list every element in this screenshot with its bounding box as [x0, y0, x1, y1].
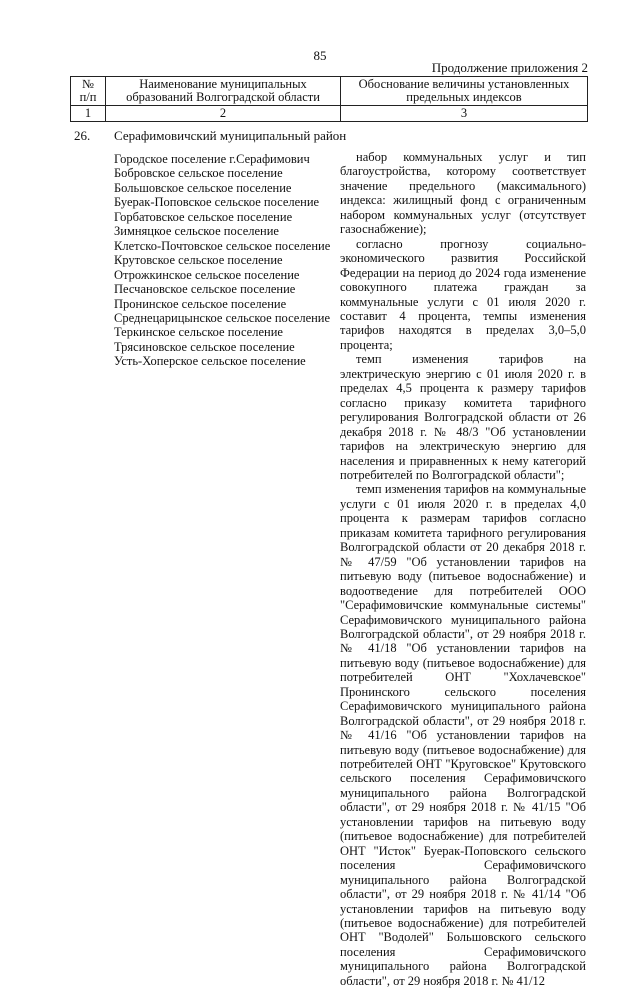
- column-number-row: [71, 106, 588, 122]
- settlement-item: Городское поселение г.Серафимович: [114, 152, 310, 166]
- settlement-item: Усть-Хоперское сельское поселение: [114, 354, 306, 369]
- header-justification-line2: предельных индексов: [406, 90, 522, 104]
- header-cell-name: [106, 77, 341, 106]
- justification-paragraph: согласно прогнозу социально-экономического развития Российской Федерации на период до 2024 года изменение совокупного платежа граждан за коммунальные услуги с 01 июля 2020 г. составит 4 процента, темпы изменения тарифов находятся в пределах 3,0–5,0 процента;: [340, 236, 586, 352]
- column-number-3: 3: [341, 106, 588, 122]
- settlement-item: Зимняцкое сельское поселение: [114, 224, 279, 239]
- header-number-line1: №: [82, 77, 94, 91]
- settlement-item: Клетско-Почтовское сельское поселение: [114, 238, 331, 253]
- settlement-list: [114, 152, 330, 369]
- settlement-item: Большовское сельское поселение: [114, 180, 292, 195]
- settlement-item: Среднецарицынское сельское поселение: [114, 310, 331, 325]
- settlement-item: Пронинское сельское поселение: [114, 296, 287, 311]
- column-number-1: 1: [71, 106, 106, 122]
- justification-paragraph: темп изменения тарифов на электрическую энергию с 01 июля 2020 г. в пределах 4,5 процента к размеру тарифов согласно приказу комитета тарифного регулирования Волгоградской области от 26 декабря 2018 г. № 48/3 "Об установлении тарифов на электрическую энергию для населения и приравненных к нему категорий потребителей по Волгоградской области";: [340, 352, 586, 482]
- table-header: [70, 76, 588, 122]
- header-cell-justification: [341, 77, 588, 106]
- header-cell-number: [71, 77, 106, 106]
- settlement-item: Горбатовское сельское поселение: [114, 209, 293, 224]
- settlement-item: Песчановское сельское поселение: [114, 282, 296, 297]
- settlement-item: Бобровское сельское поселение: [114, 166, 283, 181]
- continuation-label: Продолжение приложения 2: [431, 60, 588, 75]
- settlement-item: Отрожкинское сельское поселение: [114, 267, 300, 282]
- header-name-line1: Наименование муниципальных: [139, 77, 307, 91]
- header-justification-line1: Обоснование величины установленных: [358, 77, 570, 91]
- settlement-item: Трясиновское сельское поселение: [114, 339, 295, 354]
- district-name: Серафимовичский муниципальный район: [114, 128, 347, 143]
- settlement-item: Буерак-Поповское сельское поселение: [114, 195, 320, 210]
- page-number: 85: [313, 48, 327, 63]
- justification-paragraph: темп изменения тарифов на коммунальные услуги с 01 июля 2020 г. в пределах 4,0 процента к размерам тарифов согласно приказам комитета тарифного регулирования Волгоградской области от 20 декабря 2018 г. № 47/59 "Об установлении тарифов на питьевую воду (питьевое водоснабжение) и водоотведение для потребителей ООО "Серафимовичские коммунальные системы" Серафимовичского муниципального района Волгоградской области", от 29 ноября 2018 г. № 41/18 "Об установлении тарифов на питьевую воду (питьевое водоснабжение) для потребителей ОНТ "Хохлачевское" Пронинского сельского поселения Серафимовичского муниципального района Волгоградской области", от 29 ноября 2018 г. № 41/16 "Об установлении тарифов на питьевую воду (питьевое водоснабжение) для потребителей ОНТ "Круговское" Крутовского сельского поселения Серафимовичского муниципального района Волгоградской области", от 29 ноября 2018 г. № 41/15 "Об установлении тарифов на питьевую воду (питьевое водоснабжение) для потребителей ОНТ "Исток" Буерак-Поповского сельского поселения Серафимовичского муниципального района Волгоградской области", от 29 ноября 2018 г. № 41/14 "Об установлении тарифов на питьевую воду (питьевое водоснабжение) для потребителей ОНТ "Водолей" Большовского сельского поселения Серафимовичского муниципального района Волгоградской области", от 29 ноября 2018 г. № 41/12: [340, 482, 586, 988]
- justification-paragraph: набор коммунальных услуг и тип благоустройства, которому соответствует значение предельного (максимального) индекса: жилищный фонд с ограниченным набором коммунальных услуг (отсутствует газоснабжение);: [340, 150, 586, 237]
- settlement-item: Теркинское сельское поселение: [114, 325, 283, 340]
- settlement-item: Крутовское сельское поселение: [114, 253, 283, 268]
- header-row: [71, 77, 588, 106]
- column-number-2: 2: [106, 106, 341, 122]
- justification-text: [340, 150, 586, 988]
- row-number: 26.: [74, 128, 91, 143]
- header-name-line2: образований Волгоградской области: [126, 90, 320, 104]
- header-number-line2: п/п: [79, 90, 97, 104]
